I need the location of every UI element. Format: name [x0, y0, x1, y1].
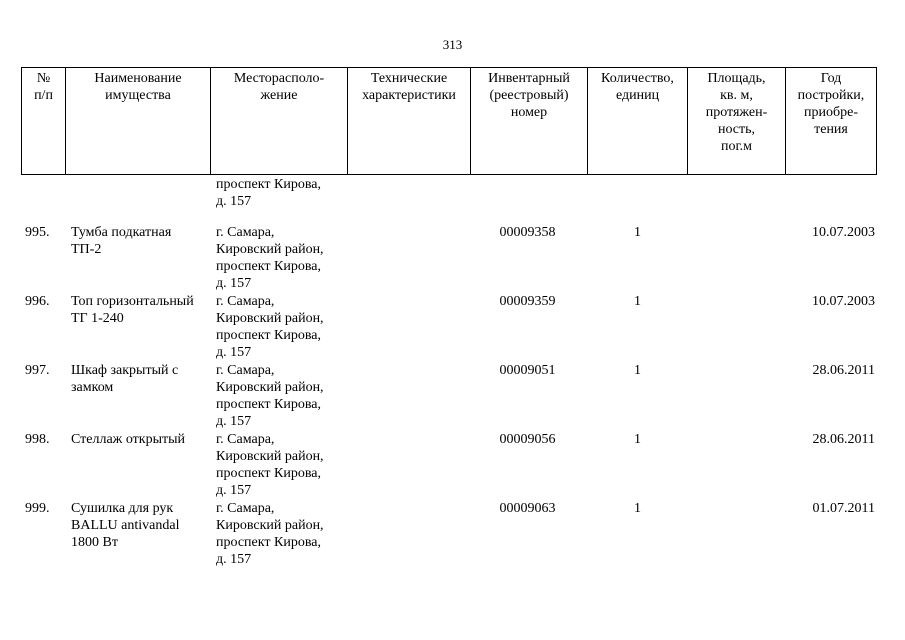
- row-quantity: 1: [634, 432, 641, 447]
- row-number: 995.: [25, 225, 50, 240]
- row-number: 998.: [25, 432, 50, 447]
- row-inventory: 00009051: [499, 363, 556, 378]
- header-quantity: Количество, единиц: [588, 68, 688, 175]
- row-name: Тумба подкатная ТП-2: [71, 225, 172, 257]
- row-inventory: 00009358: [499, 225, 556, 240]
- row-number: 996.: [25, 294, 50, 309]
- row-name: Сушилка для рук BALLU antivandal 1800 Вт: [71, 501, 180, 550]
- header-number: № п/п: [22, 68, 66, 175]
- row-number: 999.: [25, 501, 50, 516]
- row-location: г. Самара, Кировский район, проспект Кирова, д. 157: [216, 294, 324, 360]
- row-year: 10.07.2003: [812, 294, 875, 309]
- table-row: [0, 431, 905, 500]
- row-year: 28.06.2011: [812, 363, 875, 378]
- header-location: Месторасполо- жение: [211, 68, 348, 175]
- row-location: г. Самара, Кировский район, проспект Кирова, д. 157: [216, 501, 324, 567]
- row-quantity: 1: [634, 225, 641, 240]
- table-row: [0, 293, 905, 362]
- row-inventory: 00009056: [499, 432, 556, 447]
- row-location: г. Самара, Кировский район, проспект Кирова, д. 157: [216, 363, 324, 429]
- row-quantity: 1: [634, 363, 641, 378]
- table-row: [0, 362, 905, 431]
- row-quantity: 1: [634, 294, 641, 309]
- header-year: Год постройки, приобре- тения: [786, 68, 877, 175]
- row-name: Шкаф закрытый с замком: [71, 363, 179, 395]
- row-name: Топ горизонтальный ТГ 1-240: [71, 294, 194, 326]
- row-inventory: 00009359: [499, 294, 556, 309]
- page-number: 313: [442, 37, 463, 52]
- row-year: 28.06.2011: [812, 432, 875, 447]
- header-name: Наименование имущества: [66, 68, 211, 175]
- row-location: г. Самара, Кировский район, проспект Кирова, д. 157: [216, 432, 324, 498]
- row-name: Стеллаж открытый: [71, 432, 186, 447]
- row-year: 10.07.2003: [812, 225, 875, 240]
- row-year: 01.07.2011: [812, 501, 875, 516]
- header-inventory-number: Инвентарный (реестровый) номер: [471, 68, 588, 175]
- header-specifications: Технические характеристики: [348, 68, 471, 175]
- header-area: Площадь, кв. м, протяжен- ность, пог.м: [688, 68, 786, 175]
- row-location: г. Самара, Кировский район, проспект Кирова, д. 157: [216, 225, 324, 291]
- row-number: 997.: [25, 363, 50, 378]
- table-row: [0, 224, 905, 293]
- continued-location: проспект Кирова, д. 157: [216, 177, 321, 209]
- property-table-header: [21, 67, 877, 175]
- row-inventory: 00009063: [499, 501, 556, 516]
- row-quantity: 1: [634, 501, 641, 516]
- table-row: [0, 500, 905, 569]
